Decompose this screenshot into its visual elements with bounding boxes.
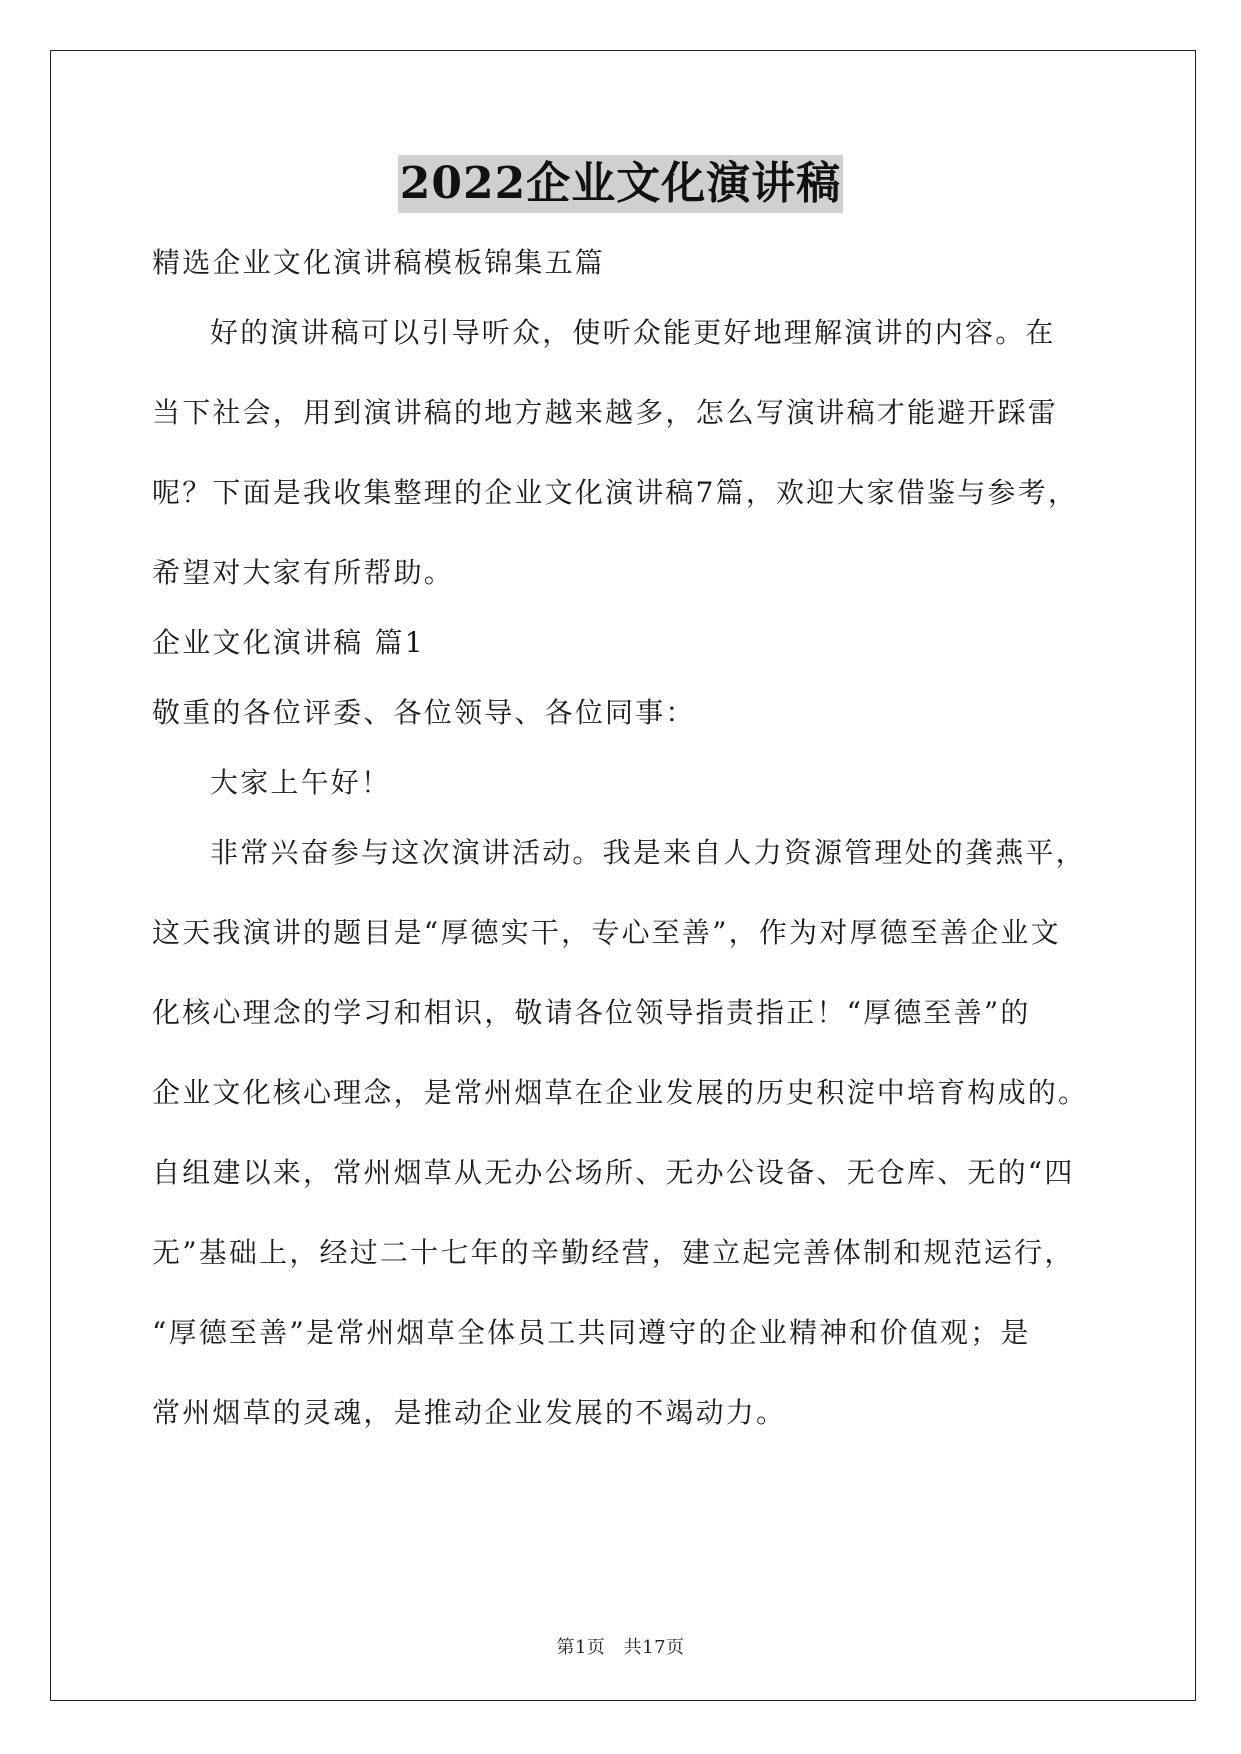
page-footer (0, 1633, 1241, 1659)
document-title: 2022企业文化演讲稿 (398, 155, 843, 213)
salutation-line: 敬重的各位评委、各位领导、各位同事： (152, 696, 696, 729)
paragraph-line: 非常兴奋参与这次演讲活动。我是来自人力资源管理处的龚燕平， (210, 836, 1086, 869)
document-body (152, 241, 1092, 1471)
paragraph-line: 常州烟草的灵魂，是推动企业发展的不竭动力。 (152, 1396, 787, 1429)
page-number-current: 第1页 (556, 1637, 606, 1658)
paragraph-line: 无”基础上，经过二十七年的辛勤经营，建立起完善体制和规范运行， (152, 1236, 1075, 1269)
paragraph-line: 希望对大家有所帮助。 (152, 556, 455, 589)
paragraph-line: 好的演讲稿可以引导听众，使听众能更好地理解演讲的内容。在 (210, 316, 1056, 349)
page-number-total: 共17页 (623, 1637, 685, 1658)
paragraph-line: 化核心理念的学习和相识，敬请各位领导指责指正！“厚德至善”的 (152, 996, 1031, 1029)
section-heading: 企业文化演讲稿 篇1 (152, 626, 425, 659)
paragraph-line: 自组建以来，常州烟草从无办公场所、无办公设备、无仓库、无的“四 (152, 1156, 1075, 1189)
greeting-line: 大家上午好！ (210, 766, 392, 799)
paragraph-line: 呢？下面是我收集整理的企业文化演讲稿7篇，欢迎大家借鉴与参考， (152, 476, 1079, 509)
paragraph-line: 这天我演讲的题目是“厚德实干，专心至善”，作为对厚德至善企业文 (152, 916, 1061, 949)
title-container (0, 155, 1241, 213)
paragraph-line: 当下社会，用到演讲稿的地方越来越多，怎么写演讲稿才能避开踩雷 (152, 396, 1059, 429)
paragraph-line: “厚德至善”是常州烟草全体员工共同遵守的企业精神和价值观；是 (152, 1316, 1031, 1349)
subtitle-line: 精选企业文化演讲稿模板锦集五篇 (152, 246, 606, 279)
paragraph-line: 企业文化核心理念，是常州烟草在企业发展的历史积淀中培育构成的。 (152, 1076, 1089, 1109)
